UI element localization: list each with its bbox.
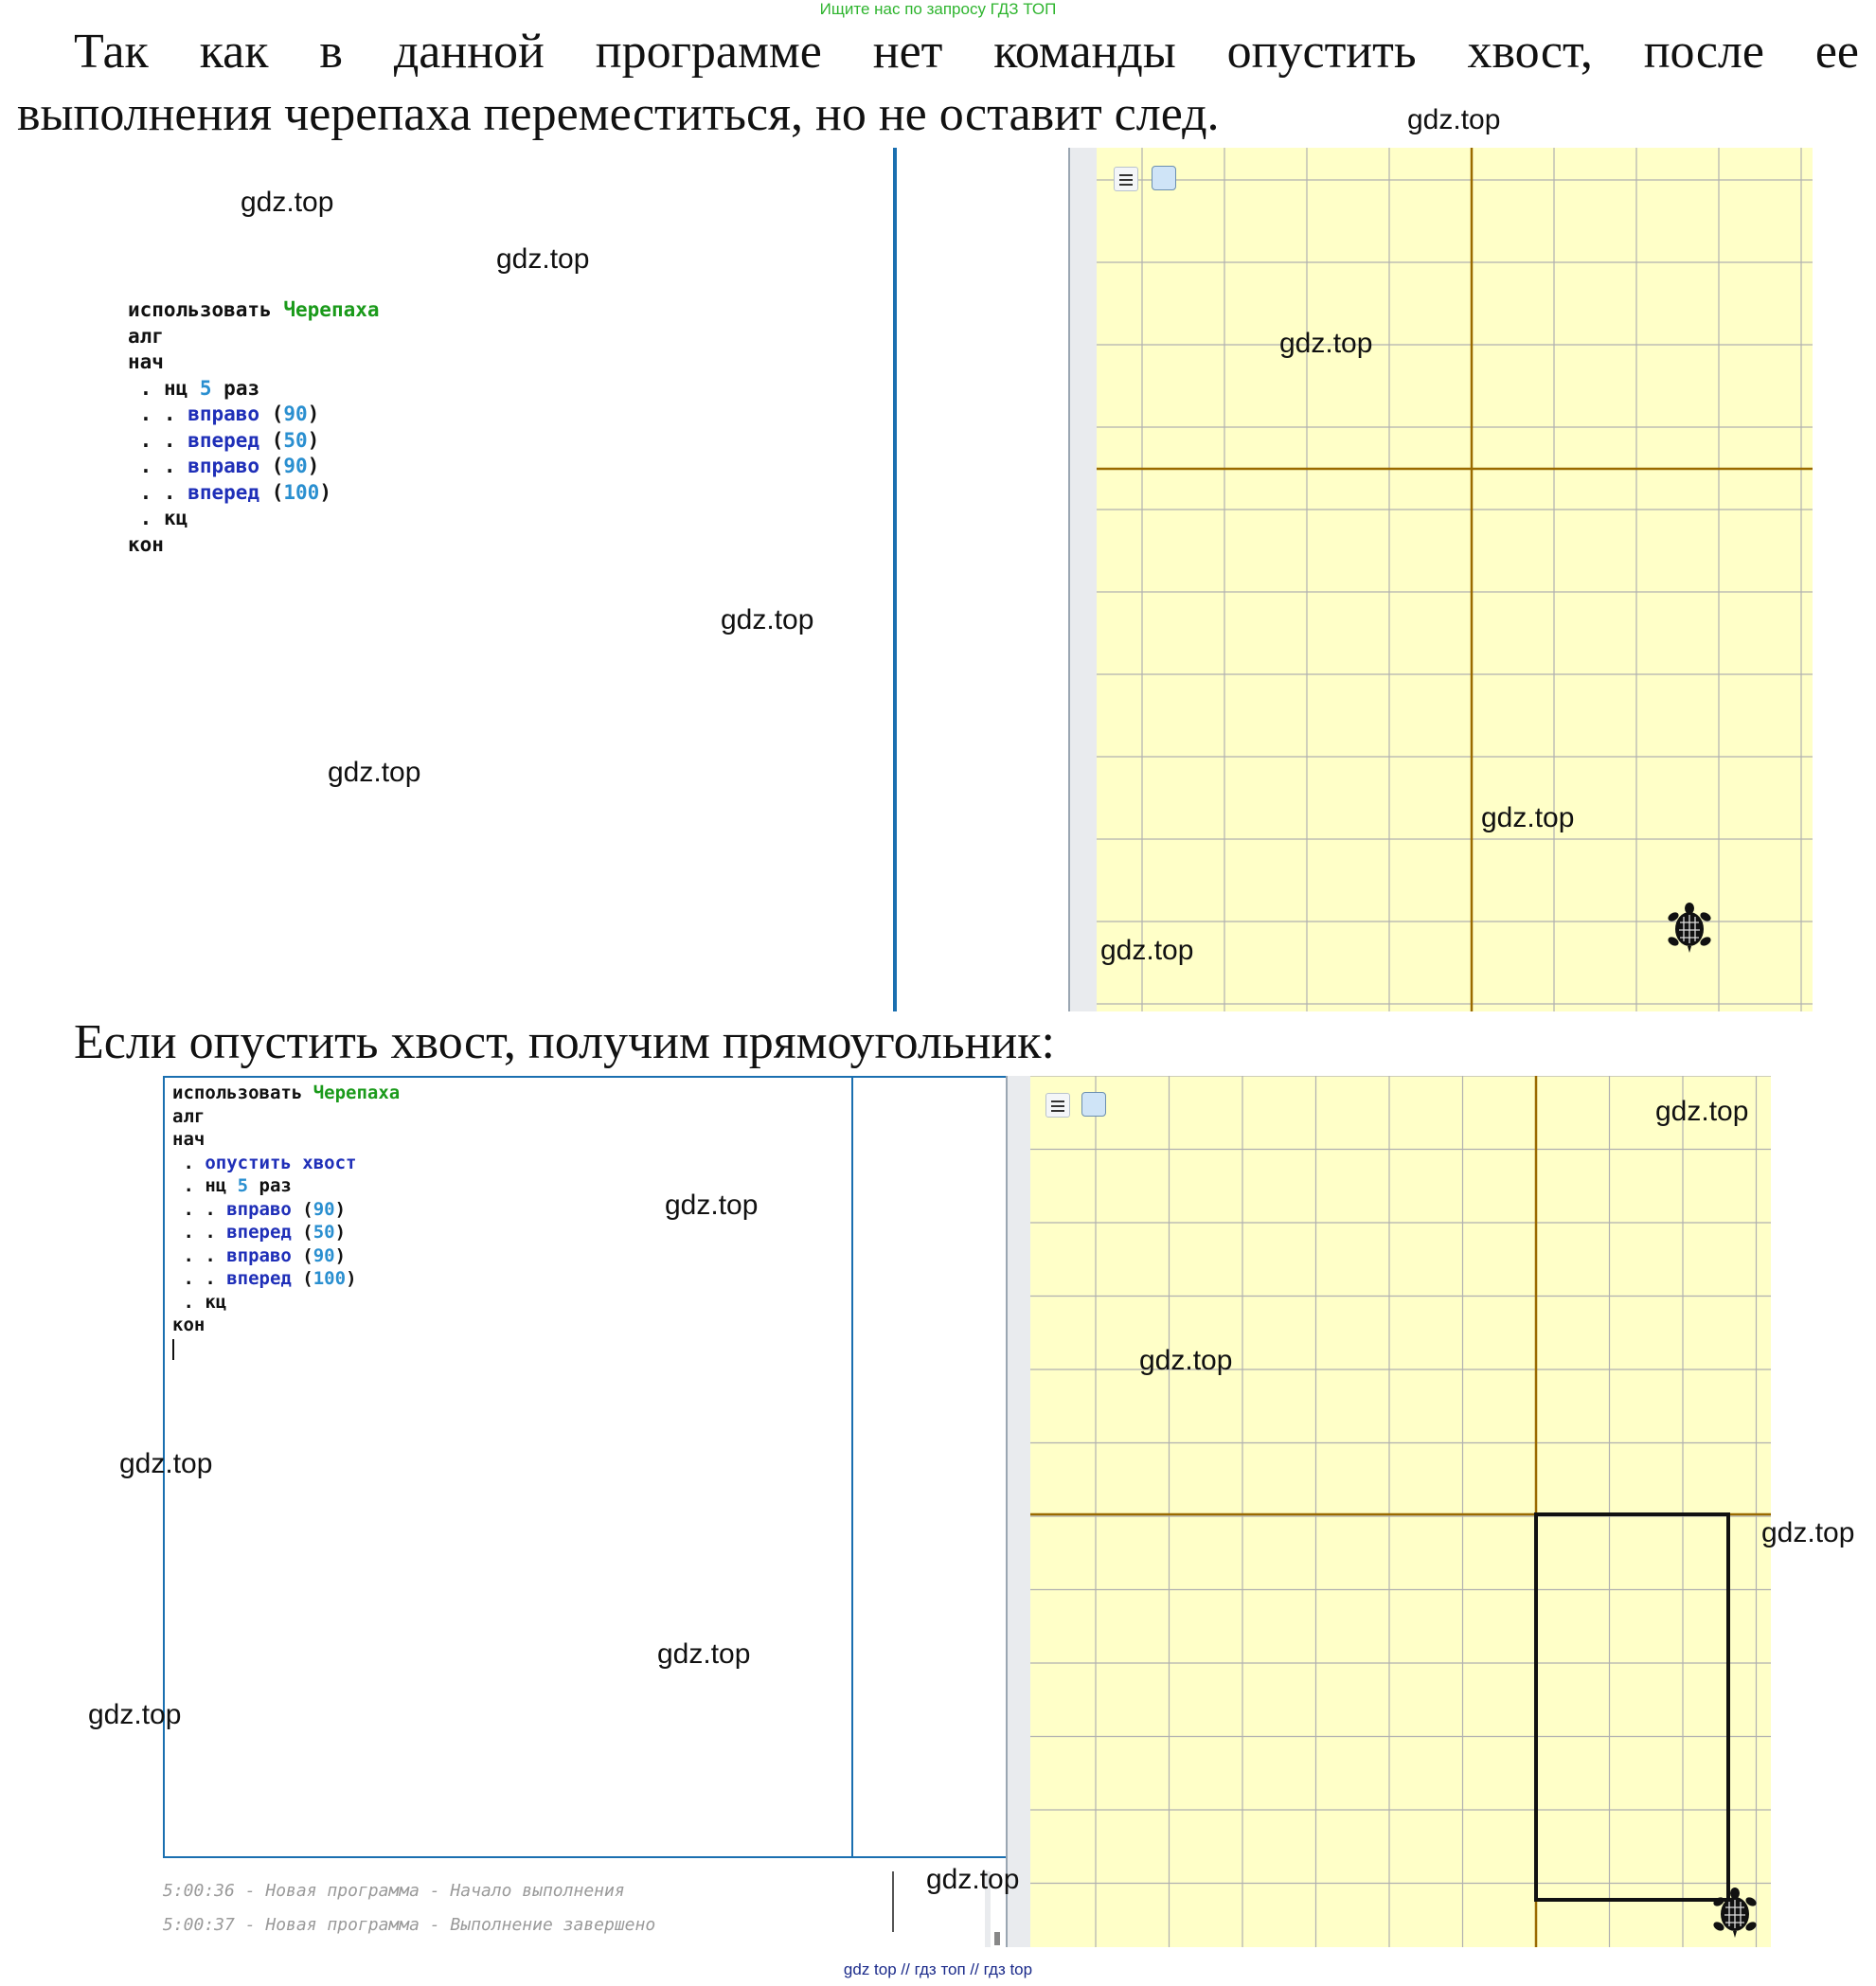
watermark: gdz.top — [1761, 1517, 1855, 1548]
code-keyword: использовать — [172, 1082, 313, 1103]
field-side-strip-2b — [1006, 1076, 1030, 1947]
watermark: gdz.top — [1481, 802, 1575, 833]
code-keyword: кц — [205, 1291, 227, 1313]
program-code-1[interactable] — [128, 297, 380, 558]
turtle-field-2[interactable] — [1030, 1076, 1771, 1947]
watermark: gdz.top — [119, 1448, 213, 1479]
code-line[interactable]: . . вперед (50) — [172, 1222, 347, 1243]
watermark: gdz.top — [496, 243, 590, 275]
turtle-grid-2 — [1030, 1076, 1771, 1947]
explanation-line-1: Так как в данной программе нет команды опустить хвост, после ее — [74, 25, 1859, 79]
code-indent: . — [172, 1291, 205, 1313]
watermark: gdz.top — [657, 1638, 751, 1670]
code-indent: . — [172, 1175, 205, 1196]
code-number: 50 — [313, 1222, 335, 1243]
turtle-icon — [1710, 1887, 1760, 1940]
code-line[interactable] — [128, 377, 259, 400]
code-line[interactable] — [128, 325, 164, 348]
code-indent: . . — [172, 1222, 227, 1243]
turtle-trail-rectangle — [1536, 1514, 1728, 1900]
code-line[interactable] — [128, 507, 188, 529]
code-indent: . . — [172, 1268, 227, 1289]
code-line[interactable]: . . вперед (100) — [128, 480, 331, 504]
code-indent: . . — [128, 455, 188, 477]
code-indent: . — [128, 507, 164, 529]
watermark: gdz.top — [1279, 328, 1373, 359]
text-cursor — [172, 1339, 174, 1360]
code-keyword: раз — [211, 376, 260, 400]
code-command: вперед — [226, 1222, 292, 1243]
code-line[interactable]: . . вперед (100) — [172, 1268, 357, 1289]
code-number: 90 — [313, 1244, 335, 1266]
watermark: gdz.top — [1655, 1096, 1749, 1127]
turtle-icon — [1665, 902, 1714, 955]
code-command: вправо — [226, 1198, 292, 1220]
code-keyword: алг — [128, 324, 164, 348]
rectangle-paragraph: Если опустить хвост, получим прямоугольник: — [74, 1015, 1055, 1069]
code-indent: . . — [172, 1244, 227, 1266]
header-note: Ищите нас по запросу ГДЗ ТОП — [819, 0, 1057, 18]
code-command: вправо — [188, 403, 260, 425]
code-line[interactable]: . . вправо (90) — [128, 455, 320, 477]
code-command: опустить хвост — [205, 1152, 357, 1173]
editor-splitter-2[interactable] — [851, 1078, 853, 1856]
code-line[interactable] — [172, 1153, 356, 1173]
code-indent: . . — [128, 428, 188, 452]
code-keyword: алг — [172, 1105, 205, 1127]
code-line[interactable] — [172, 1315, 205, 1335]
log-line-finish: 5:00:37 - Новая программа - Выполнение завершено — [163, 1915, 656, 1935]
code-keyword: нач — [128, 350, 164, 373]
code-line[interactable] — [128, 350, 164, 373]
log-line-start: 5:00:36 - Новая программа - Начало выполнения — [163, 1881, 625, 1901]
code-command: вправо — [188, 455, 260, 477]
watermark: gdz.top — [721, 604, 814, 635]
code-line[interactable] — [172, 1129, 205, 1150]
editor-splitter-1[interactable] — [893, 148, 897, 1011]
code-line[interactable]: . . вперед (50) — [128, 428, 320, 452]
code-keyword: нц — [163, 376, 200, 400]
turtle-grid-1 — [1097, 148, 1813, 1011]
explanation-line-2: выполнения черепаха переместиться, но не оставит след. — [17, 87, 1220, 141]
code-indent: . — [128, 376, 164, 400]
code-number: 5 — [199, 376, 212, 400]
explanation-paragraph — [17, 21, 1859, 146]
code-command: вперед — [188, 480, 260, 504]
watermark: gdz.top — [88, 1699, 182, 1730]
code-number: 90 — [283, 403, 308, 425]
code-number: 90 — [313, 1198, 335, 1220]
code-keyword: использовать — [128, 298, 284, 321]
scroll-handle[interactable] — [994, 1932, 1000, 1945]
watermark: gdz.top — [241, 187, 334, 218]
code-line[interactable]: . . вправо (90) — [172, 1244, 347, 1266]
menu-button-2[interactable] — [1045, 1093, 1070, 1118]
code-indent: . . — [128, 403, 188, 425]
code-number: 50 — [283, 428, 308, 452]
watermark: gdz.top — [926, 1864, 1020, 1895]
field-side-strip-1 — [1068, 148, 1097, 1011]
code-keyword: кон — [172, 1315, 205, 1335]
code-line[interactable] — [128, 298, 380, 321]
program-code-2[interactable] — [172, 1082, 400, 1337]
watermark: gdz.top — [1407, 104, 1501, 135]
code-number: 100 — [313, 1268, 347, 1289]
code-keyword: раз — [248, 1175, 292, 1196]
menu-icon — [1051, 1100, 1064, 1115]
code-command: вперед — [226, 1268, 292, 1289]
code-line[interactable] — [172, 1082, 400, 1103]
watermark: gdz.top — [665, 1190, 759, 1221]
code-number: 5 — [237, 1175, 249, 1196]
code-line[interactable] — [128, 533, 164, 556]
code-indent: . — [172, 1152, 205, 1173]
code-indent: . . — [128, 480, 188, 504]
code-keyword: кон — [128, 532, 164, 556]
code-indent: . . — [172, 1198, 227, 1220]
code-line[interactable] — [172, 1106, 205, 1127]
code-line[interactable] — [172, 1292, 226, 1313]
code-keyword: кц — [163, 507, 188, 529]
program-editor-1[interactable] — [0, 148, 895, 1011]
view-toggle-button-1[interactable] — [1152, 166, 1176, 190]
execution-log — [163, 1871, 892, 1938]
log-divider — [892, 1871, 894, 1932]
code-command: вперед — [188, 428, 260, 452]
view-toggle-button-2[interactable] — [1081, 1092, 1106, 1117]
code-keyword: нач — [172, 1129, 205, 1150]
code-line[interactable]: . . вправо (90) — [172, 1198, 347, 1220]
code-line[interactable] — [172, 1175, 292, 1196]
turtle-field-1[interactable] — [1097, 148, 1813, 1011]
watermark: gdz.top — [1100, 935, 1194, 966]
code-keyword: нц — [205, 1175, 238, 1196]
code-command: вправо — [226, 1244, 292, 1266]
menu-button-1[interactable] — [1114, 167, 1138, 191]
code-number: 100 — [283, 480, 320, 504]
code-module: Черепаха — [313, 1082, 401, 1103]
watermark: gdz.top — [328, 757, 421, 788]
code-line[interactable]: . . вправо (90) — [128, 403, 320, 425]
watermark: gdz.top — [1139, 1345, 1233, 1376]
menu-icon — [1119, 174, 1133, 188]
footer-note: gdz top // гдз топ // гдз top — [843, 1960, 1033, 1978]
code-number: 90 — [283, 455, 308, 477]
code-module: Черепаха — [283, 298, 380, 321]
